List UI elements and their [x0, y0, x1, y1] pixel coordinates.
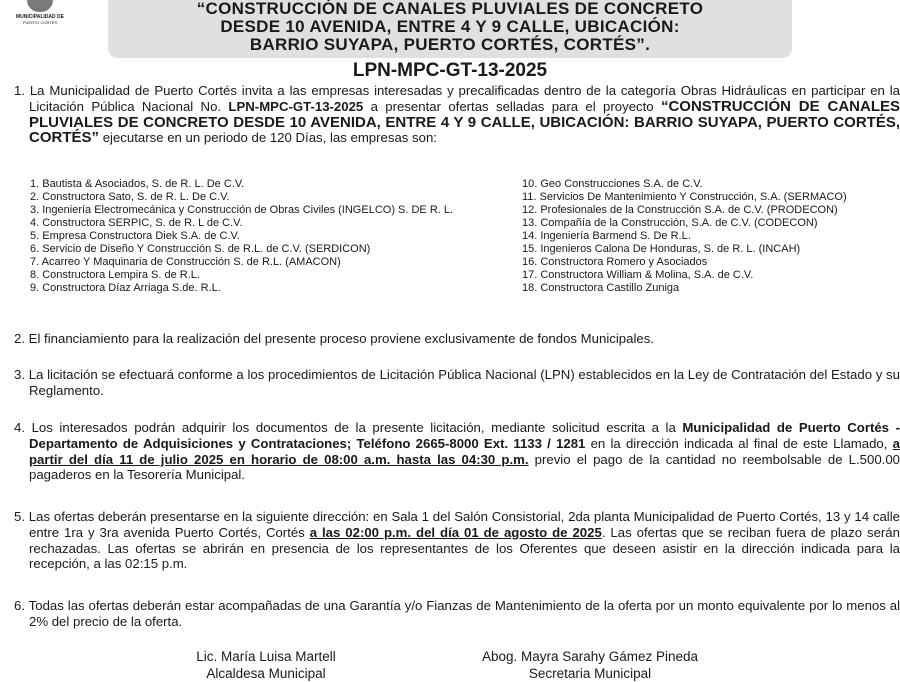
tender-code-heading: LPN-MPC-GT-13-2025	[352, 60, 548, 81]
list-item: 5. Empresa Constructora Diek S.A. de C.V.	[30, 230, 240, 242]
list-item: 13. Compañía de la Construcción, S.A. de C.V. (CODECON)	[522, 217, 818, 229]
list-item: 7. Acarreo Y Maquinaria de Construcción S. de R.L. (AMACON)	[30, 256, 341, 268]
list-item: 9. Constructora Díaz Arriaga S.de. R.L.	[30, 282, 221, 294]
list-item: 15. Ingenieros Calona De Honduras, S. de R. L. (INCAH)	[522, 243, 801, 255]
paragraph-2: 2. El financiamiento para la realización del presente proceso proviene exclusivamente de fondos Municipales.	[14, 331, 654, 346]
project-title-banner	[108, 0, 792, 58]
p5-deadline: a las 02:00 p.m. del día 01 de agosto de 2025	[309, 524, 602, 540]
signer-title: Alcaldesa Municipal	[206, 666, 326, 681]
logo-line-1: MUNICIPALIDAD DE	[16, 14, 64, 20]
p1-invite: a presentar ofertas selladas para el proyecto	[370, 98, 654, 114]
municipality-logo	[4, 0, 76, 30]
list-item: 14. Ingeniería Barmend S. De R.L.	[522, 230, 691, 242]
paragraph-3: 3. La licitación se efectuará conforme a los procedimientos de Licitación Pública Nacional (LPN) establecidos en la Ley de Contratación del Estado y su Reglamento.	[14, 367, 900, 398]
signer-name: Abog. Mayra Sarahy Gámez Pineda	[481, 649, 699, 664]
p1-tender-code: LPN-MPC-GT-13-2025	[228, 98, 364, 114]
p4-intro: 4. Los interesados podrán adquirir los documentos de la presente licitación, mediante solicitud escrita a la	[14, 420, 676, 435]
list-item: 3. Ingeniería Electromecánica y Construcción de Obras Civiles (INGELCO) S. DE R. L.	[30, 204, 454, 216]
list-item: 4. Constructora SERPIC, S. de R. L de C.V.	[30, 217, 243, 229]
list-item: 12. Profesionales de la Construcción S.A. de C.V. (PRODECON)	[522, 204, 838, 216]
paragraph-4	[14, 420, 900, 483]
p1-term: ejecutarse en un periodo de 120 Días, las empresas son:	[102, 130, 437, 146]
signature-secretary	[455, 648, 725, 682]
p1-intro: 1. La Municipalidad de Puerto Cortés invita a las empresas interesadas y precalificadas dentro de la categoría Obras Hidráulicas en participar en la Licitación Pública Nacional No.	[14, 83, 900, 114]
p4-payment: previo el pago de la cantidad no reembolsable de L.500.00 pagaderos en la Tesorería Municipal.	[29, 451, 900, 483]
company-list-left	[30, 178, 510, 295]
paragraph-6: 6. Todas las ofertas deberán estar acompañadas de una Garantía y/o Fianzas de Mantenimiento de la oferta por un monto equivalente por lo menos al 2% del precio de la oferta.	[14, 598, 900, 629]
list-item: 16. Constructora Romero y Asociados	[522, 256, 708, 268]
municipal-seal-icon	[27, 0, 53, 12]
company-list-right	[522, 178, 892, 295]
banner-line-1: “CONSTRUCCIÓN DE CANALES PLUVIALES DE CONCRETO	[196, 0, 704, 18]
logo-line-2: PUERTO CORTÉS	[22, 20, 58, 25]
list-item: 10. Geo Construcciones S.A. de C.V.	[522, 178, 703, 190]
signature-mayor	[166, 648, 366, 682]
p5-rules: . Las ofertas que se reciban fuera de plazo serán rechazadas. Las ofertas se abrirán en presencia de los representantes de los Oferentes que deseen asistir en la dirección indicada para la recepción, a las 02:15 p.m.	[29, 524, 900, 572]
list-item: 2. Constructora Sato, S. de R. L. De C.V.	[30, 191, 230, 203]
list-item: 18. Constructora Castillo Zuniga	[522, 282, 680, 294]
list-item: 6. Servicio de Diseño Y Construcción S. de R.L. de C.V. (SERDICON)	[30, 243, 371, 255]
list-item: 8. Constructora Lempira S. de R.L.	[30, 269, 200, 281]
paragraph-1	[14, 83, 900, 146]
banner-line-3: BARRIO SUYAPA, PUERTO CORTÉS, CORTÉS”.	[249, 35, 651, 54]
p5-address: 5. Las ofertas deberán presentarse en la siguiente dirección: en Sala 1 del Salón Consistorial, 2da planta Municipalidad de Puerto Cortés, 13 y 14 calle entre 1ra y 3ra avenida Puerto Cortés, Cortés	[14, 509, 900, 540]
p4-office-contact: Municipalidad de Puerto Cortés - Departamento de Adquisiciones y Contrataciones; Teléfono 2665-8000 Ext. 1133 / 1281	[29, 420, 900, 451]
p4-schedule: a partir del día 11 de julio 2025 en horario de 08:00 a.m. hasta las 04:30 p.m.	[29, 435, 900, 467]
signer-title: Secretaria Municipal	[528, 666, 652, 681]
paragraph-5	[14, 509, 900, 572]
list-item: 1. Bautista & Asociados, S. de R. L. De C.V.	[30, 178, 245, 190]
p4-address-ref: en la dirección indicada al final de este Llamado,	[590, 435, 888, 451]
signer-name: Lic. María Luisa Martell	[196, 649, 336, 664]
list-item: 11. Servicios De Mantenimiento Y Construcción, S.A. (SERMACO)	[522, 191, 847, 203]
list-item: 17. Constructora William & Molina, S.A. de C.V.	[522, 269, 754, 281]
p1-project-name: “CONSTRUCCIÓN DE CANALES PLUVIALES DE CONCRETO DESDE 10 AVENIDA, ENTRE 4 Y 9 CALLE, UBICACIÓN: BARRIO SUYAPA, PUERTO CORTÉS, CORTÉS”	[29, 97, 900, 147]
banner-line-2: DESDE 10 AVENIDA, ENTRE 4 Y 9 CALLE, UBICACIÓN:	[220, 17, 680, 36]
